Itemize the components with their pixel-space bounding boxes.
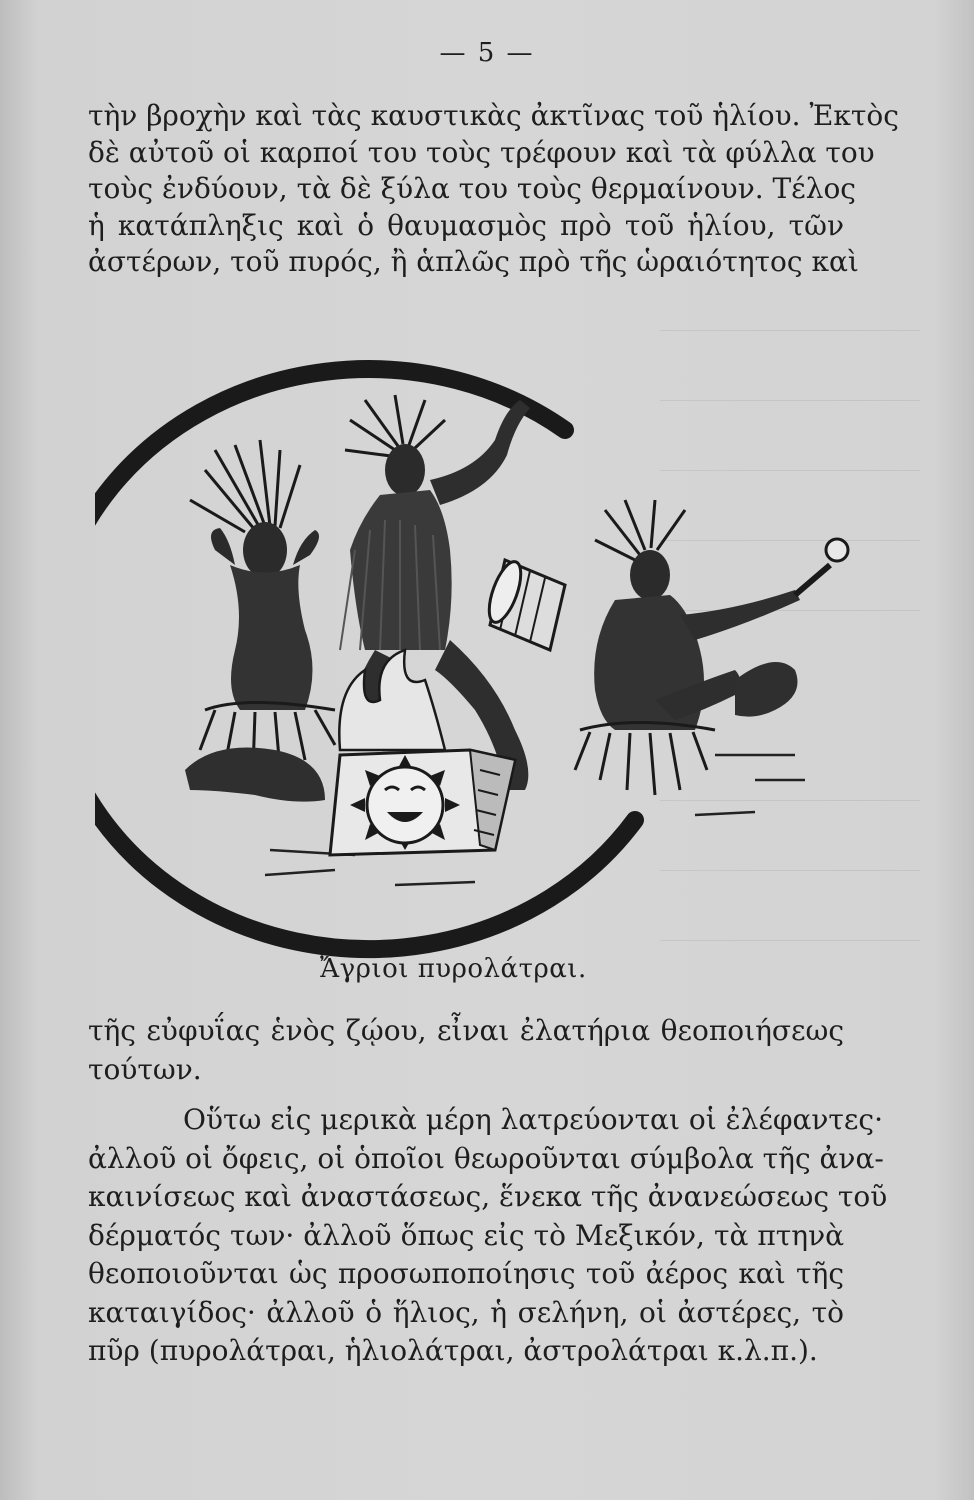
text-line: καινίσεως καὶ ἀναστάσεως, ἕνεκα τῆς ἀνανεώσεως τοῦ [88,1180,888,1213]
text-line: δέρματός των· ἀλλοῦ ὅπως εἰς τὸ Μεξικόν, τὰ πτηνὰ [88,1218,844,1252]
show-through-line [660,330,920,331]
rattle [826,539,848,561]
page-number: — 5 — [439,38,535,68]
text-line: τοὺς ἐνδύουν, τὰ δὲ ξύλα του τοὺς θερμαίνουν. Τέλος [88,172,856,205]
text-line: ἡ κατάπληξις καὶ ὁ θαυμασμὸς πρὸ τοῦ ἡλίου, τῶν [88,208,844,242]
fire-worshippers-illustration [95,350,865,960]
paragraph-gap [88,1089,844,1101]
text-line: καταιγίδος· ἀλλοῦ ὁ ἥλιος, ἡ σελήνη, οἱ ἀστέρες, τὸ [88,1295,844,1329]
text-line: ἀστέρων, τοῦ πυρός, ἢ ἁπλῶς πρὸ τῆς ὡραιότητος καὶ [88,245,859,278]
drum [483,558,565,650]
right-grass-skirt [575,723,715,796]
text-line: τῆς εὐφυΐας ἑνὸς ζῴου, εἶναι ἐλατήρια θεοποιήσεως [88,1014,844,1047]
flames [339,650,445,750]
illustration-caption: Ἄγριοι πυρολάτραι. [320,954,587,984]
text-line: τούτων. [88,1052,202,1086]
crescent-frame [95,369,635,949]
text-line: Οὕτω εἰς μερικὰ μέρη λατρεύονται οἱ ἐλέφαντες· [183,1103,883,1136]
text-line: τὴν βροχὴν καὶ τὰς καυστικὰς ἀκτῖνας τοῦ ἡλίου. Ἐκτὸς [88,99,899,132]
text-line: ἀλλοῦ οἱ ὄφεις, οἱ ὁποῖοι θεωροῦνται σύμβολα τῆς ἀνα- [88,1141,884,1175]
text-block-top [88,98,899,281]
right-figure [575,500,848,795]
left-headdress [190,440,300,532]
text-line: θεοποιοῦνται ὡς προσωποποίησις τοῦ ἀέρος καὶ τῆς [88,1257,844,1290]
left-figure [185,440,335,802]
text-line: δὲ αὐτοῦ οἱ καρποί του τοὺς τρέφουν καὶ τὰ φύλλα του [88,135,875,169]
right-headdress [595,500,685,560]
center-dancer [339,395,565,790]
center-headdress [345,395,445,456]
sun-idol [330,750,515,855]
text-block-bottom [88,1012,888,1371]
text-line: πῦρ (πυρολάτραι, ἡλιολάτραι, ἀστρολάτραι κ.λ.π.). [88,1334,818,1367]
